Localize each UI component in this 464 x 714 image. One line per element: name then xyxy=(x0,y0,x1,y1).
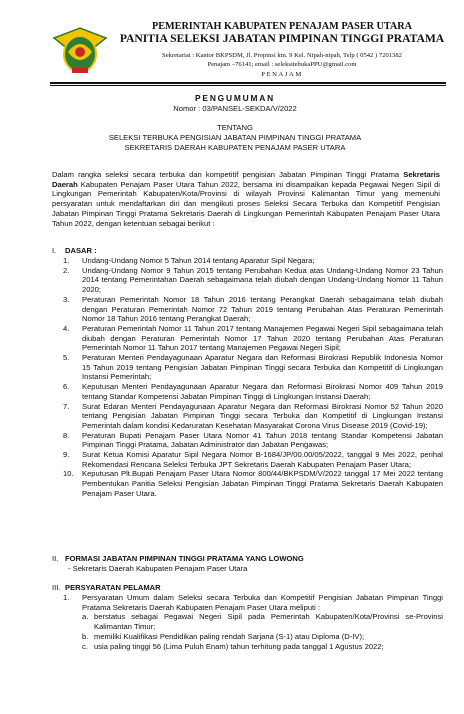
sub-list-item-text: memiliki Kualifikasi Pendidikan paling rendah Sarjana (S-1) atau Diploma (D-IV); xyxy=(94,631,365,641)
list-item-number: 7. xyxy=(63,401,70,411)
announcement-number: Nomor : 03/PANSEL-SEKDA/V/2022 xyxy=(173,104,297,113)
section-title: PERSYARATAN PELAMAR xyxy=(65,583,161,592)
list-item xyxy=(63,593,443,651)
list-item-number: 3. xyxy=(63,294,70,304)
letterhead-org-line2: PANITIA SELEKSI JABATAN PIMPINAN TINGGI PRATAMA xyxy=(119,32,445,45)
section-number: II. xyxy=(52,554,59,563)
list-item-text: Peraturan Menteri Pendayagunaan Aparatur Negara dan Reformasi Birokrasi Republik Indonesia Nomor 15 Tahun 2019 tentang Pengisian Jabatan Pimpinan Tinggi secara Terbuka dan Kompetitif di Lingkungan Instansi Pemerintah; xyxy=(82,353,443,382)
list-item xyxy=(63,353,443,382)
letterhead-address-line2: Penajam –76141; email : seleksitebukaPPU@gmail.com xyxy=(207,61,357,68)
list-item-number: 9. xyxy=(63,450,70,460)
list-item-text: Undang-Undang Nomor 5 Tahun 2014 tentang Aparatur Sipil Negara; xyxy=(82,256,315,265)
announcement-title: PENGUMUMAN xyxy=(195,93,275,103)
sub-list-item-letter: a. xyxy=(82,612,89,622)
list-item xyxy=(63,431,443,450)
announcement-subject-line2: SEKRETARIS DAERAH KABUPATEN PENAJAM PASER UTARA xyxy=(124,143,346,152)
sub-list-item xyxy=(82,632,443,642)
list-item-text: Persyaratan Umum dalam Seleksi secara Terbuka dan Kompetitif Pengisian Jabatan Pimpinan Tinggi Pratama Sekretaris Daerah Kabupaten Penajam Paser Utara meliputi : xyxy=(82,593,443,612)
list-item-number: 8. xyxy=(63,430,70,440)
list-item-text: Surat Edaran Menteri Pendayagunaan Aparatur Negara dan Reformasi Birokrasi Nomor 52 Tahun 2020 tentang Pengisian Jabatan Pimpinan Tinggi secara Terbuka dan Kompetitif di Lingkungan Instansi Pemerintah dalam kondisi Kedaruratan Kesehatan Masyarakat Corona Virus Disease 2019 (Covid-19); xyxy=(82,401,443,430)
sub-list-item xyxy=(82,642,443,652)
list-item xyxy=(63,402,443,431)
section-title: DASAR : xyxy=(65,246,97,255)
dasar-list xyxy=(63,256,443,499)
list-item xyxy=(63,469,443,498)
list-item-number: 1. xyxy=(63,593,70,602)
list-item-text: Peraturan Bupati Penajam Paser Utara Nomor 41 Tahun 2018 tentang Standar Kompetensi Jabatan Pimpinan Tinggi Pratama, Jabatan Administrator dan Jabatan Pengawas; xyxy=(82,430,443,450)
section-number: III. xyxy=(52,583,61,592)
list-item xyxy=(63,295,443,324)
persyaratan-list xyxy=(63,593,443,651)
list-item-text: Undang-Undang Nomor 9 Tahun 2015 tentang Perubahan Kedua atas Undang-Undang Nomor 23 Tahun 2014 tentang Pemerintahan Daerah sebagaimana telah diubah dengan Undang-Undang Nomor 11 Tahun 2020; xyxy=(82,265,443,295)
formasi-item: - Sekretaris Daerah Kabupaten Penajam Paser Utara xyxy=(68,564,248,573)
section-number: I. xyxy=(52,246,57,255)
list-item-number: 10. xyxy=(63,469,74,479)
sub-list-item-letter: b. xyxy=(82,631,89,641)
intro-text-bold: Sekretaris Daerah xyxy=(52,170,440,189)
list-item-number: 6. xyxy=(63,382,70,392)
letterhead-rule-thick xyxy=(50,82,446,84)
list-item-number: 1. xyxy=(63,256,70,265)
list-item-text: Peraturan Pemerintah Nomor 11 Tahun 2017 tentang Manajemen Pegawai Negeri Sipil sebagaimana telah diubah dengan Peraturan Pemerintah Nomor 17 Tahun 2020 tentang Perubahan Atas Peraturan Pemerintah Nomor 11 Tahun 2017 tentang Manajemen Pegawai Negeri Sipil; xyxy=(82,323,443,353)
letterhead-city: PENAJAM xyxy=(261,71,303,78)
intro-text-start: Dalam rangka seleksi secara terbuka dan kompetitif pengisian Jabatan Pimpinan Tinggi Pratama xyxy=(52,170,404,179)
list-item xyxy=(63,256,443,266)
list-item xyxy=(63,382,443,401)
list-item-number: 4. xyxy=(63,323,70,333)
sub-list-item xyxy=(82,612,443,631)
list-item xyxy=(63,450,443,469)
list-item-text: Surat Ketua Komisi Aparatur Sipil Negara Nomor B-1684/JP/00.00/05/2022, tanggal 9 Mei 2022, perihal Rekomendasi Rencana Seleksi Terbuka JPT Sekretaris Daerah Kabupaten Penajam Paser Utara; xyxy=(82,450,443,469)
intro-text-end: Kabupaten Penajam Paser Utara Tahun 2022, bersama ini disampaikan kepada Pegawai Negeri Sipil di Lingkungan Pemerintah Kabupaten/Kota/Provinsi di wilayah Provinsi Kalimantan Timur yang memenuhi persyaratan untuk mendaftarkan diri dan mengikuti proses Seleksi Secara Terbuka dan Kompetitif Pengisian Jabatan Pimpinan Tinggi Pratama Sekretaris Daerah di Lingkungan Pemerintah Kabupaten Penajam Paser Utara Tahun 2022, dengan ketentuan sebagai berikut : xyxy=(52,179,440,228)
sub-list-item-text: usia paling tinggi 56 (Lima Puluh Enam) tahun terhitung pada tanggal 1 Agustus 2022; xyxy=(94,641,384,651)
list-item xyxy=(63,324,443,353)
announcement-subject-line1: SELEKSI TERBUKA PENGISIAN JABATAN PIMPINAN TINGGI PRATAMA xyxy=(108,133,362,142)
letterhead-rule-thin xyxy=(50,85,446,86)
regency-crest-icon xyxy=(52,24,108,76)
sub-list-item-letter: c. xyxy=(82,641,88,651)
letterhead-address-line1: Sekretariat : Kantor BKPSDM, Jl. Propinsi km. 9 Kel. Nipah-nipah, Telp ( 0542 ) 7201382 xyxy=(162,52,402,59)
list-item-number: 2. xyxy=(63,265,70,275)
list-item xyxy=(63,266,443,295)
sub-list xyxy=(82,612,443,651)
list-item-text: Peraturan Pemerintah Nomor 18 Tahun 2016 tentang Perangkat Daerah sebagaimana telah diubah dengan Peraturan Pemerintah Nomor 72 Tahun 2019 tentang Perubahan Atas Peraturan Pemerintah Nomor 18 Tahun 2016 tentang Perangkat Daerah; xyxy=(82,294,443,324)
announcement-about-label: TENTANG xyxy=(217,123,253,132)
list-item-number: 5. xyxy=(63,353,70,363)
intro-paragraph xyxy=(52,170,440,228)
list-item-text: Keputusan Plt.Bupati Penajam Paser Utara Nomor 800/44/BKPSDM/V/2022 tanggal 17 Mei 2022 tentang Pembentukan Panitia Seleksi Pengisian Jabatan Pimpinan Tinggi Pratama Sekretaris Daerah Kabupaten Penajam Paser Utara. xyxy=(82,469,443,498)
section-title: FORMASI JABATAN PIMPINAN TINGGI PRATAMA YANG LOWONG xyxy=(65,554,304,563)
letterhead-org-line1: PEMERINTAH KABUPATEN PENAJAM PASER UTARA xyxy=(152,21,412,32)
sub-list-item-text: berstatus sebagai Pegawai Negeri Sipil pada Pemerintah Kabupaten/Kota/Provinsi se-Provinsi Kalimantan Timur; xyxy=(94,612,443,632)
list-item-text: Keputusan Menteri Pendayagunaan Aparatur Negara dan Reformasi Birokrasi Nomor 409 Tahun 2019 tentang Standar Kompetensi Jabatan Pimpinan Tinggi di Lingkungan Instansi Daerah; xyxy=(82,382,443,401)
